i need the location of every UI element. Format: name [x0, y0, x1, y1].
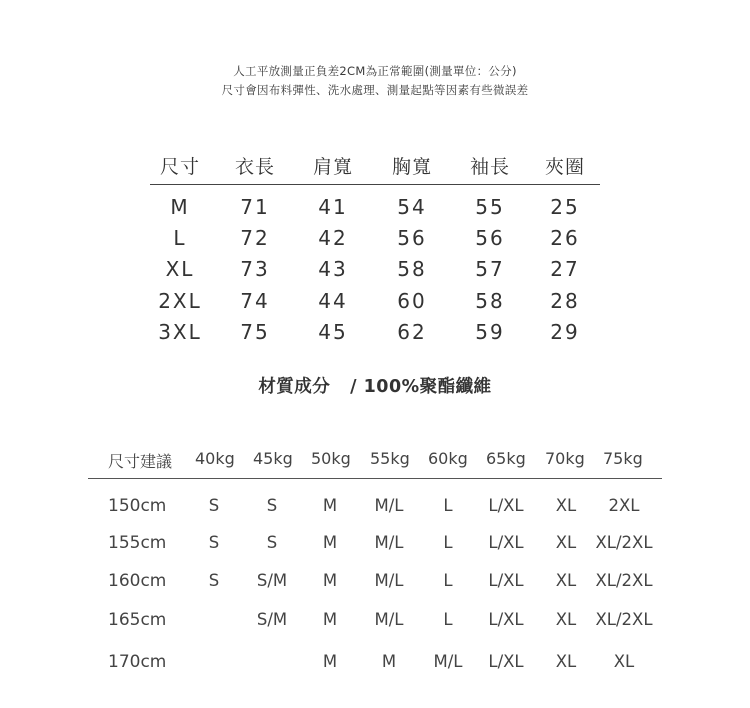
size-cell: 41 [318, 195, 348, 219]
size-cell: 58 [475, 289, 505, 313]
size-cell: 54 [397, 195, 427, 219]
note-line-1: 人工平放測量正負差2CM為正常範圍(測量單位：公分) [233, 64, 517, 78]
recommend-cell: XL [555, 496, 577, 515]
height-label: 155cm [108, 533, 167, 553]
size-col-header: 胸寬 [391, 156, 433, 178]
recommend-cell: L/XL [488, 496, 524, 515]
recommend-cell: L/XL [488, 610, 524, 629]
size-cell: 75 [240, 320, 270, 344]
size-cell: 74 [240, 289, 270, 313]
size-row [150, 257, 600, 288]
size-cell: 62 [397, 320, 427, 344]
size-col-header: 肩寬 [312, 156, 354, 178]
recommend-cell: L [443, 496, 453, 515]
size-row [150, 289, 600, 320]
recommend-row [88, 652, 662, 682]
material-composition [0, 373, 750, 398]
recommend-row [88, 571, 662, 601]
size-cell: 44 [318, 289, 348, 313]
recommend-cell: M/L [433, 652, 463, 671]
recommend-cell: M [322, 571, 338, 590]
recommend-col-header: 60kg [428, 449, 468, 468]
size-cell: 43 [318, 257, 348, 281]
recommend-row [88, 496, 662, 526]
size-table-header [150, 150, 600, 185]
note-line-2: 尺寸會因布料彈性、洗水處理、測量起點等因素有些微誤差 [221, 83, 529, 97]
recommend-cell: XL [555, 533, 577, 552]
material-separator: / [350, 377, 357, 397]
recommend-cell: M [322, 610, 338, 629]
size-cell: 29 [550, 320, 580, 344]
recommend-col-header: 75kg [603, 449, 643, 468]
size-cell: 60 [397, 289, 427, 313]
size-col-header: 夾圈 [544, 156, 586, 178]
recommend-cell: S [208, 533, 220, 552]
size-cell: XL [165, 257, 195, 281]
recommend-cell: L [443, 610, 453, 629]
size-table [150, 150, 600, 344]
size-cell: 71 [240, 195, 270, 219]
size-cell: 42 [318, 226, 348, 250]
recommend-col-header: 尺寸建議 [108, 452, 173, 471]
size-cell: 26 [550, 226, 580, 250]
recommend-cell: M [322, 533, 338, 552]
size-cell: 3XL [158, 320, 202, 344]
recommend-cell: S [208, 571, 220, 590]
recommend-cell: S [208, 496, 220, 515]
size-cell: 72 [240, 226, 270, 250]
recommend-cell: XL [555, 652, 577, 671]
recommend-col-header: 65kg [486, 449, 526, 468]
size-cell: 25 [550, 195, 580, 219]
measurement-notes [0, 62, 750, 100]
size-cell: M [170, 195, 190, 219]
recommend-cell: M [322, 496, 338, 515]
recommend-cell: S/M [256, 571, 288, 590]
recommend-cell: M/L [374, 610, 404, 629]
material-value: 100%聚酯纖維 [363, 377, 492, 397]
recommend-col-header: 40kg [195, 449, 235, 468]
size-cell: 59 [475, 320, 505, 344]
recommend-cell: S [266, 496, 278, 515]
recommend-col-header: 70kg [545, 449, 585, 468]
size-cell: 28 [550, 289, 580, 313]
size-cell: 57 [475, 257, 505, 281]
size-row [150, 320, 600, 351]
recommend-cell: L/XL [488, 571, 524, 590]
size-row [150, 195, 600, 226]
recommend-cell: M [322, 652, 338, 671]
size-recommendation-table [88, 446, 662, 672]
size-cell: 55 [475, 195, 505, 219]
size-col-header: 尺寸 [159, 156, 201, 178]
size-cell: 27 [550, 257, 580, 281]
recommend-col-header: 45kg [253, 449, 293, 468]
recommend-cell: L [443, 571, 453, 590]
size-cell: 58 [397, 257, 427, 281]
recommend-cell: S [266, 533, 278, 552]
height-label: 165cm [108, 610, 167, 630]
recommend-cell: XL/2XL [595, 610, 653, 629]
height-label: 160cm [108, 571, 167, 591]
recommend-col-header: 50kg [311, 449, 351, 468]
recommend-cell: M/L [374, 571, 404, 590]
recommend-row [88, 610, 662, 640]
size-cell: 45 [318, 320, 348, 344]
size-col-header: 衣長 [234, 156, 276, 178]
size-cell: 56 [397, 226, 427, 250]
height-label: 170cm [108, 652, 167, 672]
size-cell: 2XL [158, 289, 202, 313]
recommend-cell: XL/2XL [595, 533, 653, 552]
size-cell: 73 [240, 257, 270, 281]
recommend-cell: S/M [256, 610, 288, 629]
recommend-cell: L [443, 533, 453, 552]
size-cell: L [173, 226, 187, 250]
material-label: 材質成分 [258, 377, 331, 397]
recommend-cell: XL/2XL [595, 571, 653, 590]
recommend-cell: M/L [374, 533, 404, 552]
recommend-col-header: 55kg [370, 449, 410, 468]
recommendation-header [88, 446, 662, 479]
recommend-cell: M/L [374, 496, 404, 515]
height-label: 150cm [108, 496, 167, 516]
recommend-cell: XL [555, 571, 577, 590]
recommend-cell: L/XL [488, 533, 524, 552]
recommend-cell: 2XL [608, 496, 640, 515]
recommend-cell: M [381, 652, 397, 671]
size-cell: 56 [475, 226, 505, 250]
size-col-header: 袖長 [469, 156, 511, 178]
recommend-cell: XL [613, 652, 635, 671]
recommend-cell: XL [555, 610, 577, 629]
recommend-row [88, 533, 662, 563]
recommend-cell: L/XL [488, 652, 524, 671]
size-row [150, 226, 600, 257]
